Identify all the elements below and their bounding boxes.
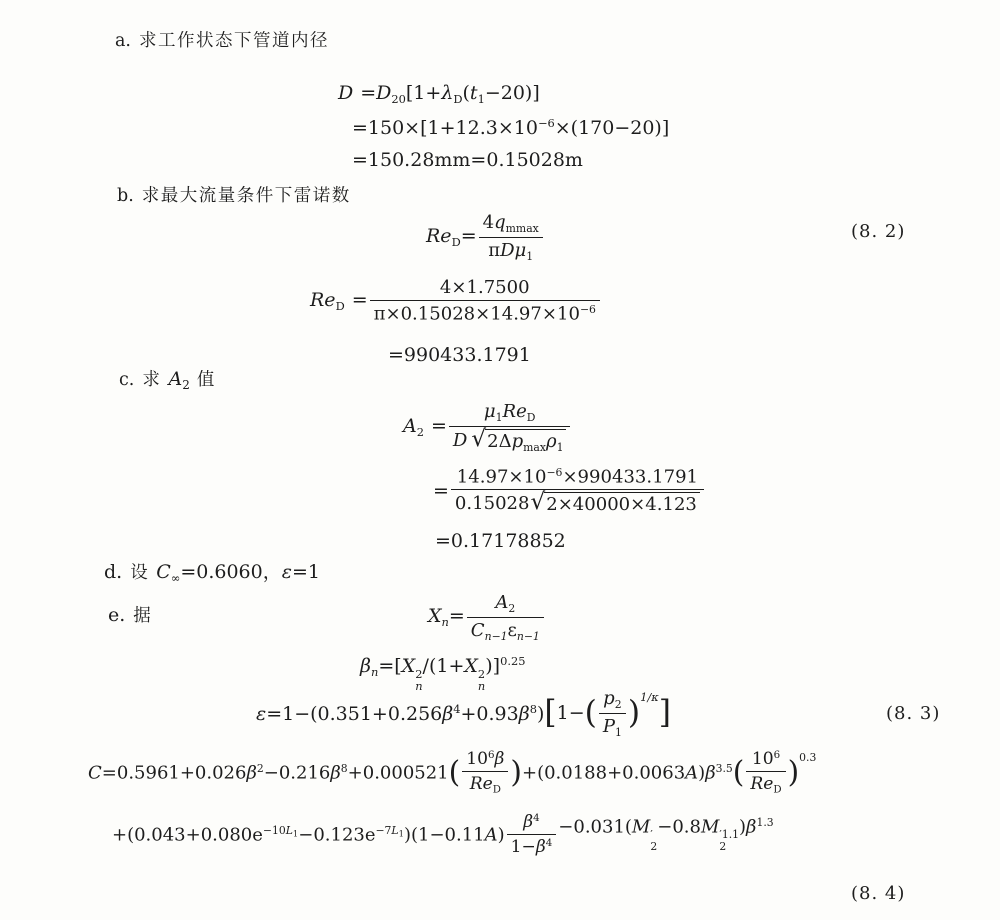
fraction — [599, 688, 626, 739]
big-paren-open: ( — [732, 754, 745, 790]
subscript-D: D — [335, 298, 345, 313]
var-beta: β — [535, 837, 546, 858]
equals-sign: = — [448, 605, 465, 628]
big-paren-close: ) — [510, 754, 522, 790]
radical-sign: √ — [471, 425, 487, 452]
subscript-1: 1 — [292, 828, 299, 839]
subscript-1: 1 — [477, 91, 485, 106]
var-Re: Re — [750, 774, 774, 795]
section-a-title: 求工作状态下管道内径 — [139, 31, 329, 51]
paren-open: ( — [462, 82, 470, 104]
var-beta: β — [442, 702, 454, 725]
subscript-2: 2 — [614, 697, 622, 711]
subscript-n: n — [477, 679, 486, 694]
subscript-D: D — [453, 91, 463, 106]
subscript-2: 2 — [182, 378, 190, 393]
fraction — [449, 401, 571, 454]
var-mu: μ — [514, 239, 527, 261]
section-d-label: d. — [104, 561, 123, 583]
big-paren-open: ( — [448, 754, 461, 790]
var-Re: Re — [310, 288, 336, 311]
subscript-1: 1 — [526, 249, 534, 263]
subscript-1: 1 — [615, 725, 622, 739]
result-value: =0.17178852 — [435, 530, 566, 552]
var-mu: μ — [483, 401, 496, 422]
var-epsilon: ε — [281, 561, 292, 583]
var-A: A — [685, 762, 699, 784]
subscript-1: 1 — [556, 440, 564, 454]
equals-sign: = — [433, 479, 449, 502]
subscript-2: 2 — [416, 425, 424, 440]
reynolds-result — [388, 344, 531, 366]
equation-xn — [428, 592, 546, 643]
value: 2×40000×4.123 — [546, 494, 697, 516]
superscript-4: 4 — [453, 701, 461, 716]
var-X: X — [401, 654, 416, 677]
epsilon-lhs — [256, 702, 544, 725]
result-value: =990433.1791 — [388, 344, 531, 366]
value: 2Δ — [487, 430, 512, 452]
var-epsilon: ε — [256, 702, 267, 725]
denominator — [370, 300, 600, 324]
bracket-open: =[ — [378, 654, 402, 677]
expression: 1− — [556, 702, 585, 725]
var-p: p — [511, 430, 524, 452]
square-root — [530, 489, 700, 516]
equals-sign: = — [430, 415, 447, 438]
subscript-D: D — [492, 783, 501, 796]
var-P: P — [602, 715, 615, 737]
var-D: D — [500, 239, 515, 261]
equation-reynolds-definition — [426, 212, 545, 263]
value: 10 — [466, 749, 488, 770]
var-p: p — [603, 688, 615, 709]
expression: )(1−0.11 — [403, 824, 485, 846]
big-bracket-open: [ — [544, 694, 557, 731]
superscript-minus6: −6 — [579, 303, 596, 316]
var-M-prime: M — [700, 816, 720, 838]
c2-right — [558, 816, 773, 853]
fraction — [746, 749, 785, 796]
superscript-2: 2 — [415, 666, 423, 681]
numerator — [462, 749, 508, 771]
expression: −0.031( — [558, 816, 632, 838]
value: =1 — [291, 561, 320, 583]
value: 14.97×10 — [456, 466, 547, 488]
numerator — [507, 812, 557, 834]
expression: −0.216 — [263, 762, 331, 784]
var-beta: β — [494, 749, 505, 770]
var-C: C — [470, 619, 485, 641]
numerator — [746, 749, 785, 771]
section-c-heading — [119, 366, 216, 392]
denominator — [599, 713, 626, 739]
numerator — [370, 277, 600, 300]
var-D: D — [452, 429, 468, 451]
var-A: A — [403, 415, 417, 438]
subscript-infinity: ∞ — [170, 570, 181, 585]
subscript-20: 20 — [391, 91, 406, 106]
expression: +(0.0188+0.0063 — [522, 762, 686, 784]
equation-number-8-4 — [851, 883, 905, 904]
denominator — [467, 617, 544, 643]
subscript-D: D — [526, 410, 536, 424]
coefficient: 4 — [482, 212, 495, 233]
expression: +(0.043+0.080e — [112, 824, 263, 846]
var-t: t — [469, 82, 478, 104]
expression: =150×[1+12.3×10 — [352, 116, 538, 139]
superscript-2: 2 — [256, 761, 264, 775]
a2-result — [435, 530, 566, 552]
numerator — [599, 688, 626, 713]
equation-number-8-3 — [886, 703, 940, 724]
section-a-label: a. — [115, 31, 131, 51]
equation-c-line1 — [88, 749, 816, 796]
denominator — [451, 489, 704, 515]
denominator — [449, 426, 571, 454]
var-q: q — [494, 212, 506, 233]
superscript-8: 8 — [529, 701, 537, 716]
superscript-3-5: 3.5 — [715, 761, 733, 775]
superscript-0-3: 0.3 — [799, 751, 817, 764]
expression: +0.000521 — [347, 762, 449, 784]
superscript-0-25: 0.25 — [500, 654, 526, 668]
superscript-6: 6 — [487, 749, 495, 761]
c2-left — [112, 824, 505, 845]
denominator — [507, 834, 557, 857]
big-paren-open: ( — [584, 694, 597, 731]
equation-c-line2 — [112, 812, 774, 857]
equals-sign: = — [351, 288, 368, 311]
var-X: X — [464, 654, 478, 677]
var-L: L — [391, 823, 399, 837]
expression: −0.8 — [657, 816, 701, 838]
equals-sign: = — [360, 82, 377, 104]
var-A: A — [484, 824, 498, 846]
superscript-2: 2 — [477, 666, 486, 681]
supsub-stack — [719, 829, 739, 853]
superscript-minus7L1 — [376, 824, 404, 837]
paren-close: ) — [497, 824, 505, 846]
lhs-Xn-equals — [428, 605, 465, 629]
superscript-prime-1-1: ′1.1 — [719, 828, 740, 842]
subscript-n: n — [415, 679, 423, 694]
paren-close: ) — [698, 762, 706, 784]
paren-close: ) — [739, 816, 747, 838]
denominator — [462, 771, 508, 796]
radicand — [485, 429, 566, 454]
equation-a2-definition — [403, 401, 572, 454]
equation-pipe-diameter-line2 — [352, 116, 669, 139]
superscript-minus10L1 — [263, 824, 298, 837]
section-a-heading — [115, 27, 329, 52]
subscript-2: 2 — [719, 840, 727, 854]
superscript-minus6: −6 — [546, 466, 563, 479]
lhs-A2-equals — [403, 415, 447, 439]
equation-number: (8. 4) — [851, 883, 906, 904]
text: 据 — [133, 606, 153, 626]
bracket-open: [1+ — [405, 82, 442, 104]
section-e-label-letter: e. — [108, 604, 126, 626]
subscript-2: 2 — [650, 840, 658, 854]
heading-text: 求 — [142, 370, 169, 390]
var-M-prime: M — [631, 816, 651, 838]
equation-number: (8. 2) — [851, 221, 906, 242]
var-beta: β — [746, 816, 757, 838]
value: 1− — [510, 837, 536, 858]
equation-number-8-2 — [851, 221, 905, 242]
expression: =0.5961+0.026 — [101, 762, 247, 784]
pi-symbol: π — [488, 239, 501, 261]
lhs-ReD-equals — [426, 225, 477, 249]
numerator — [451, 466, 704, 489]
subscript-1: 1 — [398, 828, 404, 839]
subscript-max: max — [523, 440, 546, 454]
c-lhs — [88, 762, 449, 783]
bracket-close: )] — [485, 654, 501, 677]
section-d-line — [104, 557, 320, 585]
var-epsilon: ε — [507, 619, 517, 641]
var-beta: β — [360, 654, 371, 677]
var-lambda: λ — [441, 82, 454, 104]
var-D: D — [338, 82, 354, 104]
result-value: =150.28mm=0.15028m — [352, 149, 583, 171]
var-A: A — [495, 592, 509, 613]
radical-sign: √ — [530, 489, 546, 516]
equation-a2-calculation — [433, 466, 706, 515]
section-b-heading — [117, 182, 351, 207]
fraction — [451, 466, 704, 515]
subscript-1: 1 — [495, 410, 503, 424]
superscript-1-over-kappa: 1/κ — [640, 690, 659, 704]
paren-close: ) — [536, 702, 545, 725]
subscript-mmax: mmax — [505, 221, 539, 235]
equation-beta-n — [360, 654, 525, 693]
lhs-ReD-equals — [310, 289, 368, 313]
big-paren-close: ) — [787, 754, 800, 790]
fraction — [462, 749, 508, 796]
superscript-4: 4 — [533, 812, 540, 824]
prime-mark: ′ — [650, 828, 653, 842]
value: 0.15028 — [454, 493, 530, 515]
var-D20: D — [376, 82, 392, 104]
equation-reynolds-calculation — [310, 277, 602, 324]
denominator — [746, 771, 785, 796]
var-C: C — [88, 762, 102, 784]
numerator — [467, 592, 544, 617]
subscript-D: D — [773, 783, 782, 796]
section-b-title: 求最大流量条件下雷诺数 — [141, 186, 351, 206]
equation-number: (8. 3) — [886, 703, 941, 724]
expression-tail: ×(170−20)] — [554, 116, 670, 139]
superscript-1-3: 1.3 — [756, 816, 774, 830]
var-beta: β — [705, 762, 716, 784]
text: 设 — [130, 563, 157, 583]
subscript-n-minus-1: n−1 — [484, 629, 508, 643]
section-c-label: c. — [119, 370, 135, 390]
fraction — [370, 277, 600, 324]
var-C-infinity: C — [156, 561, 171, 583]
var-rho: ρ — [545, 430, 557, 452]
c-mid — [522, 762, 733, 783]
var-L: L — [285, 823, 293, 837]
value: π×0.15028×14.97×10 — [373, 303, 580, 325]
value: −10 — [262, 823, 286, 837]
square-root — [471, 425, 566, 454]
superscript-8: 8 — [340, 761, 348, 775]
expression: −0.123e — [298, 824, 376, 846]
expression: =1−(0.351+0.256 — [266, 702, 443, 725]
big-paren-close: ) — [627, 694, 641, 731]
section-e-label — [108, 602, 152, 627]
var-X: X — [428, 605, 442, 628]
fraction — [479, 212, 543, 263]
superscript-4: 4 — [545, 837, 553, 850]
superscript-6: 6 — [773, 749, 781, 761]
value: 4×1.7500 — [439, 277, 530, 298]
section-b-label: b. — [117, 186, 134, 206]
radicand — [544, 492, 700, 515]
fraction — [467, 592, 544, 643]
expression: +0.93 — [460, 702, 519, 725]
heading-text: 值 — [189, 370, 216, 390]
var-beta: β — [523, 812, 534, 833]
var-beta: β — [246, 762, 257, 784]
denominator — [479, 237, 543, 263]
value: ×990433.1791 — [562, 466, 699, 488]
var-beta: β — [330, 762, 341, 784]
numerator — [449, 401, 571, 426]
subscript-n: n — [441, 615, 449, 630]
var-Re: Re — [426, 225, 452, 248]
operator: /(1+ — [422, 654, 465, 677]
subscript-n-minus-1: n−1 — [516, 629, 540, 643]
subscript-D: D — [451, 235, 461, 250]
numerator — [479, 212, 543, 237]
var-A2: A — [168, 368, 183, 390]
equals-sign: = — [460, 225, 477, 248]
equation-pipe-diameter-line3 — [352, 149, 583, 171]
value: 10 — [751, 749, 774, 770]
value: −7 — [375, 823, 392, 837]
equation-pipe-diameter-line1 — [338, 82, 540, 106]
var-Re: Re — [502, 401, 527, 422]
big-bracket-close: ] — [658, 694, 671, 731]
subscript-2: 2 — [508, 601, 516, 615]
equation-epsilon — [256, 688, 671, 739]
var-Re: Re — [469, 774, 493, 795]
subscript-n: n — [370, 664, 379, 679]
fraction — [507, 812, 557, 857]
expression-tail: −20)] — [484, 82, 540, 104]
value: =0.6060， — [180, 561, 282, 583]
var-beta: β — [518, 702, 530, 725]
superscript-minus6: −6 — [537, 116, 555, 130]
